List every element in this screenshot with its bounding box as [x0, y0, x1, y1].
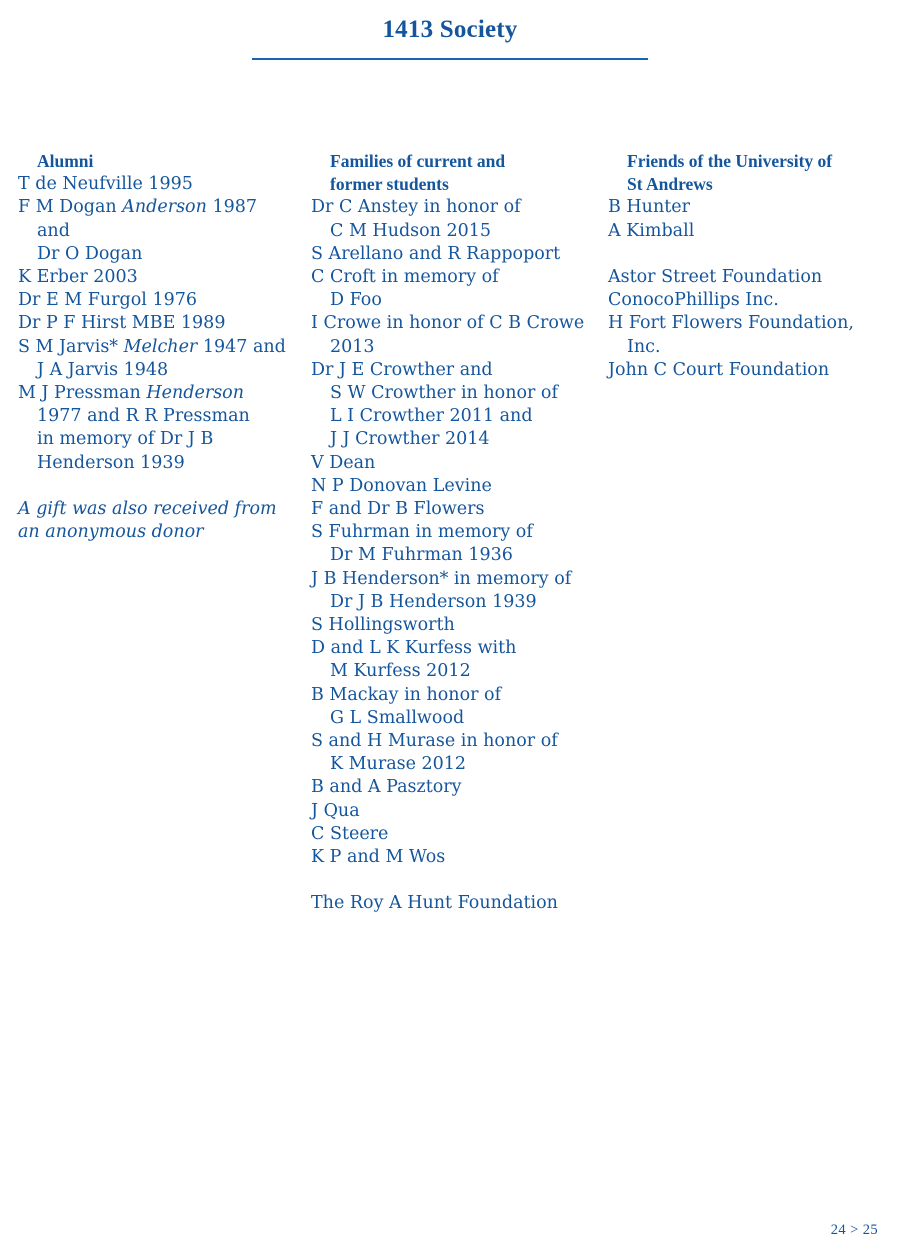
donor-name: J B Henderson* in memory of — [311, 568, 572, 589]
donor-cont-line: L I Crowther 2011 and — [330, 406, 533, 427]
donor-entry — [311, 196, 591, 242]
donor-entry — [311, 614, 591, 637]
donor-entry — [18, 196, 286, 266]
donor-maiden-name: Anderson — [122, 197, 207, 218]
heading-line: St Andrews — [627, 174, 713, 195]
donor-name: J Qua — [311, 800, 360, 821]
donor-cont-line: 1977 and R R Pressman — [37, 406, 250, 427]
donor-name: D and L K Kurfess with — [311, 638, 517, 659]
donor-cont-line: C M Hudson 2015 — [330, 220, 492, 241]
donor-entry — [311, 521, 591, 567]
donor-name: K P and M Wos — [311, 847, 446, 868]
donor-maiden-name: Henderson — [146, 383, 244, 404]
donor-entry — [311, 498, 591, 521]
donor-name: Astor Street Foundation — [608, 267, 823, 287]
donor-cont-line: Inc. — [627, 336, 661, 357]
donor-name: I Crowe in honor of C B Crowe — [311, 313, 585, 334]
column-heading-alumni — [18, 150, 286, 173]
donor-name: A Kimball — [608, 220, 695, 241]
title-divider-rule — [252, 58, 648, 60]
donor-entry — [311, 800, 591, 823]
column-gap — [18, 475, 286, 498]
column-gap — [608, 243, 878, 266]
donor-name: ConocoPhillips Inc. — [608, 290, 779, 311]
column-heading-families — [311, 150, 591, 196]
donor-name: Dr C Anstey in honor of — [311, 197, 521, 218]
donor-entry — [18, 312, 286, 335]
heading-line: Friends of the University of — [627, 151, 833, 171]
donor-year: 1947 and — [202, 336, 286, 357]
donor-entry — [608, 266, 878, 289]
column-gap — [311, 869, 591, 892]
donor-entry — [311, 312, 591, 358]
donor-entry — [18, 336, 286, 382]
donor-cont-line: M Kurfess 2012 — [330, 661, 471, 682]
donor-name: F M Dogan — [18, 197, 123, 218]
donor-entry — [608, 220, 878, 243]
donor-entry — [311, 684, 591, 730]
donor-name: V Dean — [311, 452, 376, 473]
donor-name: S Fuhrman in memory of — [311, 522, 533, 543]
donor-name: Dr E M Furgol 1976 — [18, 290, 197, 311]
donor-columns — [0, 150, 900, 1150]
donor-entry — [18, 382, 286, 475]
page-title: 1413 Society — [382, 16, 518, 43]
donor-name: B and A Pasztory — [311, 777, 462, 798]
donor-cont-line: D Foo — [330, 290, 382, 311]
page-number: 24 > 25 — [830, 1222, 878, 1238]
donor-cont-line: K Murase 2012 — [330, 754, 467, 775]
donor-name: S and H Murase in honor of — [311, 731, 558, 752]
donor-cont-line: 2013 — [330, 336, 375, 357]
donor-entry — [311, 359, 591, 452]
donor-name: N P Donovan Levine — [311, 475, 492, 496]
donor-entry — [311, 776, 591, 799]
donor-name: The Roy A Hunt Foundation — [311, 893, 558, 914]
donor-name: B Hunter — [608, 197, 690, 218]
donor-entry — [18, 266, 286, 289]
donor-cont-line: G L Smallwood — [330, 707, 465, 728]
donor-cont-line: Dr M Fuhrman 1936 — [330, 545, 513, 566]
donor-entry — [311, 452, 591, 475]
donor-name: S Arellano and R Rappoport — [311, 243, 561, 264]
donor-name: B Mackay in honor of — [311, 684, 502, 705]
donor-cont-line: S W Crowther in honor of — [330, 383, 558, 404]
donor-cont-line: J J Crowther 2014 — [330, 429, 490, 450]
donor-cont-line: Henderson 1939 — [37, 452, 185, 473]
heading-line: former students — [330, 174, 449, 195]
donor-entry — [311, 637, 591, 683]
donor-maiden-name: Melcher — [123, 336, 198, 357]
donor-entry — [311, 243, 591, 266]
donor-name: S Hollingsworth — [311, 615, 455, 636]
donor-cont-line: in memory of Dr J B — [37, 429, 214, 450]
donor-name: John C Court Foundation — [608, 359, 830, 380]
donor-name: H Fort Flowers Foundation, — [608, 313, 854, 334]
donor-entry — [311, 568, 591, 614]
anonymous-donor-note: A gift was also received from an anonymous donor — [18, 499, 277, 543]
donor-name: C Steere — [311, 823, 389, 844]
column-alumni — [18, 150, 286, 544]
donor-entry — [311, 892, 591, 915]
donor-name: M J Pressman — [18, 383, 147, 404]
donor-name: F and Dr B Flowers — [311, 499, 485, 520]
donor-entry — [18, 173, 286, 196]
donor-cont-line: Dr J B Henderson 1939 — [330, 591, 537, 612]
donor-cont-line: J A Jarvis 1948 — [37, 359, 169, 380]
column-friends — [608, 150, 878, 382]
donor-entry — [311, 846, 591, 869]
page-header — [0, 14, 900, 46]
heading-line: Alumni — [37, 151, 94, 171]
heading-line: Families of current and — [330, 151, 506, 171]
donor-entry — [608, 359, 878, 382]
donor-entry — [18, 289, 286, 312]
donor-year: 1987 and — [37, 197, 257, 241]
column-heading-friends — [608, 150, 878, 196]
donor-entry — [608, 196, 878, 219]
donor-entry — [608, 289, 878, 312]
donor-entry — [608, 312, 878, 358]
donor-name: T de Neufville 1995 — [18, 174, 193, 195]
donor-name: C Croft in memory of — [311, 267, 499, 288]
donor-name: Dr J E Crowther and — [311, 359, 493, 380]
donor-name: K Erber 2003 — [18, 267, 138, 288]
donor-entry — [311, 730, 591, 776]
donor-entry — [311, 266, 591, 312]
donor-name: S M Jarvis* — [18, 336, 124, 357]
donor-cont-line: Dr O Dogan — [37, 243, 143, 264]
donor-entry — [311, 823, 591, 846]
donor-entry — [311, 475, 591, 498]
donor-name: Dr P F Hirst MBE 1989 — [18, 313, 226, 334]
column-families — [311, 150, 591, 916]
